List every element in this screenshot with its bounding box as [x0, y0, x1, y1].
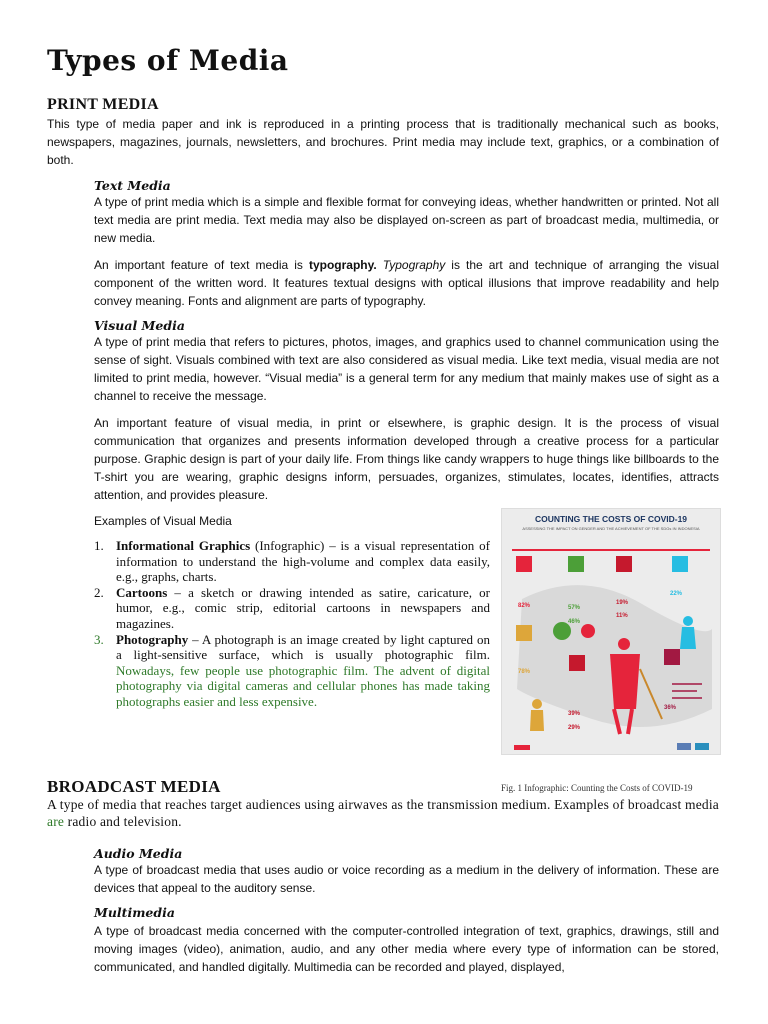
list-item: 2. Cartoons – a sketch or drawing intended as satire, caricature, or humor, e.g., comic strip, editorial cartoons in newspapers and magazines.: [94, 584, 490, 631]
visual-media-paragraph-2: An important feature of visual media, in print or elsewhere, is graphic design. It is the process of visual communication that organizes and presents information developed through a creative process for a particular purpose. Graphic design is part of your daily life. From things like candy wrappers to huge things like billboards to the T-shirt you are wearing, graphic designs inform, persuades, organizes, stimulates, locates, identifies, attracts attention, and provides pleasure.: [94, 416, 719, 502]
stat-value: 46%: [568, 619, 581, 625]
infographic-subtitle: ASSESSING THE IMPACT ON GENDER AND THE ACHIEVEMENT OF THE SDGs IN INDONESIA: [522, 526, 700, 531]
infographic-graphic: [502, 509, 720, 754]
broadcast-media-heading: BROADCAST MEDIA: [47, 777, 221, 796]
covid-infographic: [501, 508, 721, 755]
audio-media-heading: Audio Media: [94, 846, 183, 861]
stat-value: 36%: [664, 705, 677, 711]
multimedia-heading: Multimedia: [94, 905, 175, 920]
text-media-paragraph-1: A type of print media which is a simple and flexible format for conveying ideas, whether handwritten or printed. Not all text media are print media. Text media may also be displayed on-screen as part of broadcast media, multimedia, or new media.: [94, 195, 719, 245]
print-media-heading: PRINT MEDIA: [47, 96, 159, 113]
stat-value: 78%: [518, 669, 531, 675]
broadcast-media-intro: A type of media that reaches target audiences using airwaves as the transmission medium. Examples of broadcast media are radio and television.: [47, 797, 719, 829]
stat-value: 82%: [518, 603, 531, 609]
examples-label: Examples of Visual Media: [94, 514, 232, 528]
stat-value: 57%: [568, 605, 581, 611]
infographic-title: COUNTING THE COSTS OF COVID-19: [534, 514, 688, 524]
figure-caption: Fig. 1 Infographic: Counting the Costs of COVID-19: [501, 783, 693, 793]
list-item: 3. Photography – A photograph is an image created by light captured on a light-sensitive surface, which is usually photographic film. Nowadays, few people use photographic film. The advent of digital photography via digital cameras and cellular phones has made taking photographs easier and less expensive.: [94, 631, 490, 709]
multimedia-paragraph: A type of broadcast media concerned with the computer-controlled integration of text, graphics, drawings, still and moving images (video), animation, audio, and any other media where every type of information can be stored, communicated, and handled digitally. Multimedia can be recorded and played, displayed,: [94, 924, 719, 974]
audio-media-paragraph: A type of broadcast media that uses audio or voice recording as a medium in the delivery of information. These are devices that appeal to the auditory sense.: [94, 863, 719, 895]
print-media-intro: This type of media paper and ink is reproduced in a printing process that is traditionally mechanical such as books, newspapers, magazines, journals, newsletters, and brochures. Print media may include text, graphics, or a combination of both.: [47, 117, 719, 167]
list-item: 1. Informational Graphics (Infographic) – is a visual representation of information to understand the high-volume and complex data easily, e.g., graphs, charts.: [94, 538, 490, 585]
visual-media-heading: Visual Media: [94, 318, 185, 333]
stat-value: 39%: [568, 711, 581, 717]
text-media-paragraph-2: An important feature of text media is typography. Typography is the art and technique of arranging the visual component of the written word. It features textual designs with optical illusions that improve readability and help convey meaning. Fonts and alignment are parts of typography.: [94, 258, 720, 308]
page-title: Types of Media: [47, 44, 289, 77]
text-media-heading: Text Media: [94, 178, 171, 193]
stat-value: 29%: [568, 725, 581, 731]
examples-list: [94, 538, 490, 710]
stat-value: 11%: [616, 613, 628, 619]
stat-value: 22%: [670, 591, 683, 597]
stat-value: 19%: [616, 600, 629, 606]
visual-media-paragraph-1: A type of print media that refers to pictures, photos, images, and graphics used to channel communication using the sense of sight. Visuals combined with text are also considered as visual media. Like text media, visual media are not limited to print media, however. “Visual media” is a general term for any medium that mainly makes use of sight as a channel to receive the message.: [94, 335, 719, 403]
